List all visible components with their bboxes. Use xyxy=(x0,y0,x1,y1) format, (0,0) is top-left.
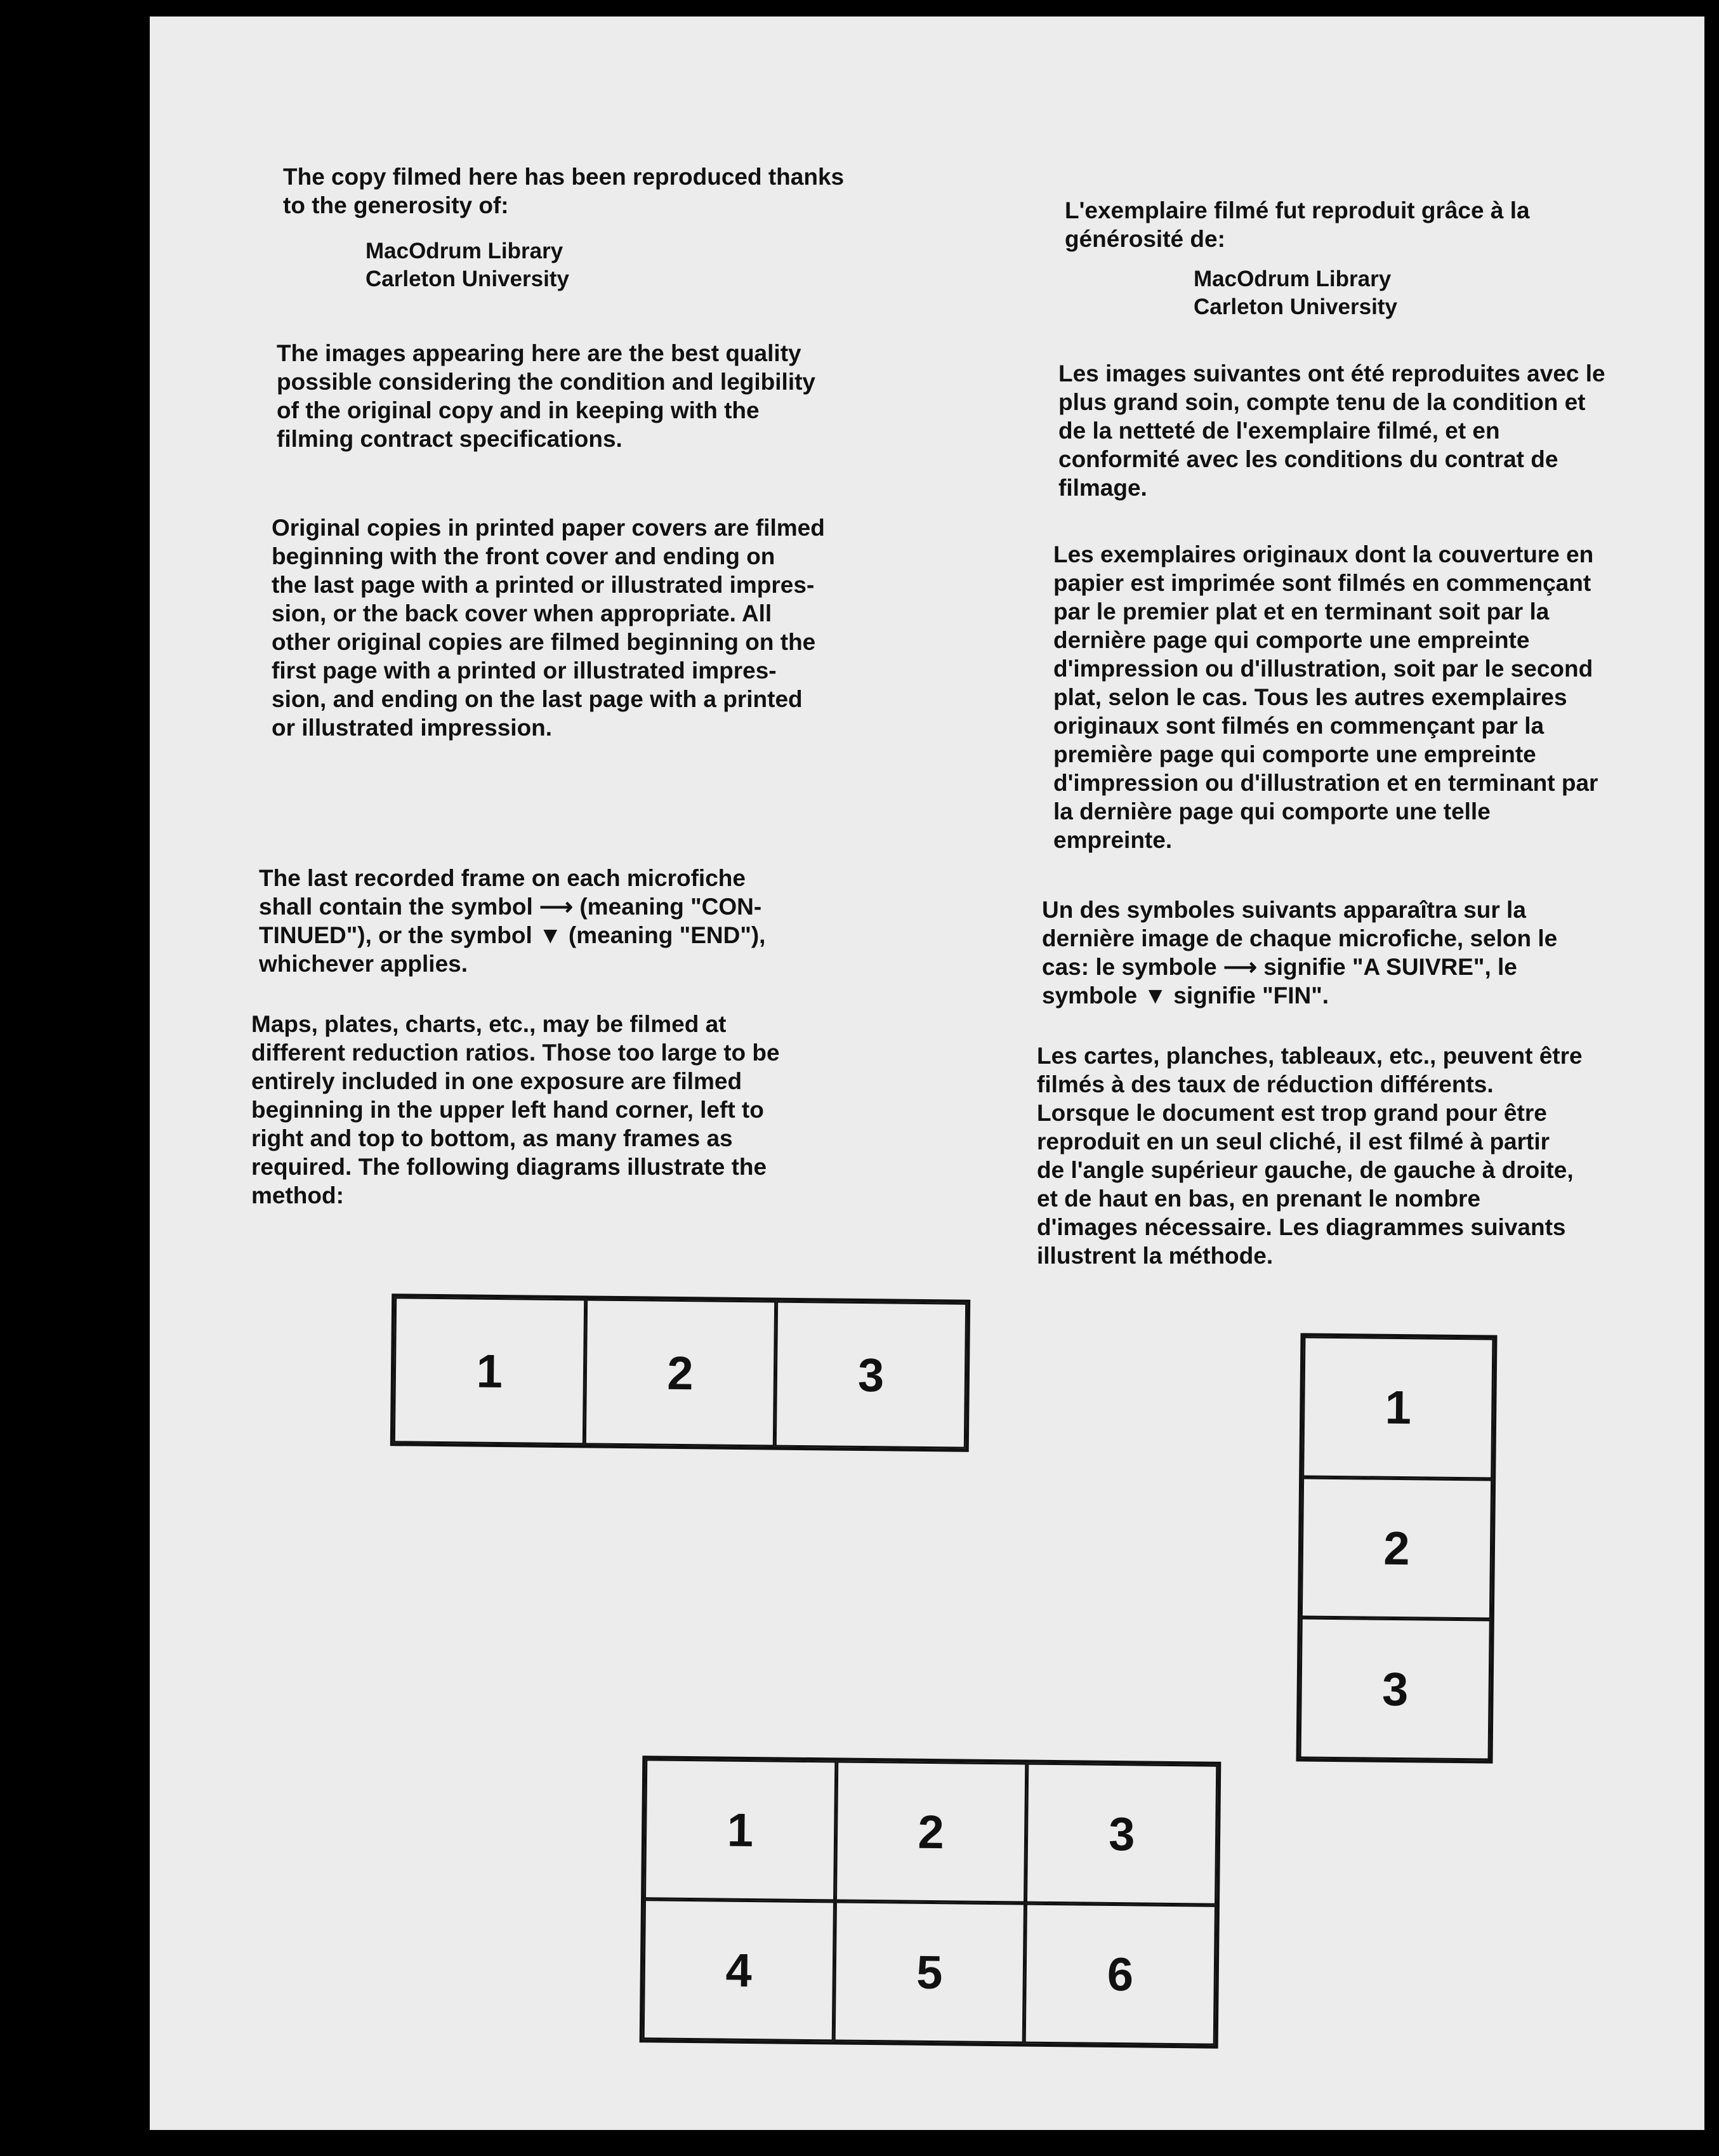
frame-cell: 3 xyxy=(775,1301,967,1449)
french-symbol: Un des symboles suivants apparaîtra sur la dernière image de chaque microfiche, selon le cas: le symbole ⟶ signifie "A SUIVRE", le symbole ▼ signifie "FIN". xyxy=(1042,897,1558,1009)
english-maps: Maps, plates, charts, etc., may be filmed at different reduction ratios. Those too large to be entirely included in one exposure are filmed beginning in the upper left hand corner, left to right and top to bottom, as many frames as required. The following diagrams illustrate the method: xyxy=(251,1011,780,1208)
french-originals: Les exemplaires originaux dont la couverture en papier est imprimée sont filmés en commençant par le premier plat et en terminant soit par la dernière page qui comporte une empreinte d'impression ou d'illustration, soit par le second plat, selon le cas. Tous les autres exemplaires originaux sont filmés en commençant par la première page qui comporte une empreinte d'impression ou d'illustration et en terminant par la dernière page qui comporte une telle empreinte. xyxy=(1053,541,1598,853)
french-maps-block xyxy=(1037,1042,1697,1270)
french-library: MacOdrum Library Carleton University xyxy=(1194,267,1397,319)
french-column xyxy=(1065,196,1699,253)
frame-cell: 1 xyxy=(393,1297,586,1445)
diagram-grid xyxy=(640,1756,1222,2049)
english-originals: Original copies in printed paper covers are filmed beginning with the front cover and ending on the last page with a printed or illustrated impres- sion, or the back cover when appropriate. All other original copies are filmed beginning on the first page with a printed or illustrated impres- sion, and ending on the last page with a printed or illustrated impression. xyxy=(272,515,825,741)
frame-cell: 2 xyxy=(835,1761,1027,1903)
frame-cell: 2 xyxy=(1301,1477,1492,1620)
english-intro: The copy filmed here has been reproduced thanks to the generosity of: xyxy=(283,164,845,218)
english-maps-block xyxy=(251,1010,930,1210)
english-quality: The images appearing here are the best quality possible considering the condition and legibility of the original copy and in keeping with the filming contract specifications. xyxy=(277,340,816,452)
english-quality-block xyxy=(277,339,937,453)
french-originals-block xyxy=(1053,540,1701,854)
diagram-vertical xyxy=(1296,1333,1497,1763)
french-intro: L'exemplaire filmé fut reproduit grâce à la générosité de: xyxy=(1065,197,1530,252)
frame-cell: 1 xyxy=(1302,1336,1494,1479)
english-library: MacOdrum Library Carleton University xyxy=(366,239,569,291)
french-quality-block xyxy=(1058,359,1699,502)
frame-cell: 2 xyxy=(584,1299,776,1446)
english-symbol-block xyxy=(259,864,925,978)
frame-cell: 6 xyxy=(1024,1903,1216,2046)
french-quality: Les images suivantes ont été reproduites avec le plus grand soin, compte tenu de la condition et de la netteté de l'exemplaire filmé, et en conformité avec les conditions du contrat de filmage. xyxy=(1058,360,1605,501)
diagram-horizontal xyxy=(390,1293,970,1452)
filmed-page xyxy=(150,17,1704,2130)
french-symbol-block xyxy=(1042,896,1696,1010)
english-originals-block xyxy=(272,513,938,742)
frame-cell: 3 xyxy=(1300,1618,1491,1761)
english-column xyxy=(283,162,930,220)
frame-cell: 4 xyxy=(643,1899,835,2041)
frame-cell: 5 xyxy=(833,1901,1025,2043)
english-symbol: The last recorded frame on each microfiche shall contain the symbol ⟶ (meaning "CON- TINUED"), or the symbol ▼ (meaning "END"), whichever applies. xyxy=(259,865,766,977)
frame-cell: 3 xyxy=(1025,1763,1218,1905)
frame-cell: 1 xyxy=(644,1759,836,1901)
french-maps: Les cartes, planches, tableaux, etc., peuvent être filmés à des taux de réduction différents. Lorsque le document est trop grand pour être reproduit en un seul cliché, il est filmé à partir de l'angle supérieur gauche, de gauche à droite, et de haut en bas, en prenant le nombre d'images nécessaire. Les diagrammes suivants illustrent la méthode. xyxy=(1037,1043,1583,1269)
